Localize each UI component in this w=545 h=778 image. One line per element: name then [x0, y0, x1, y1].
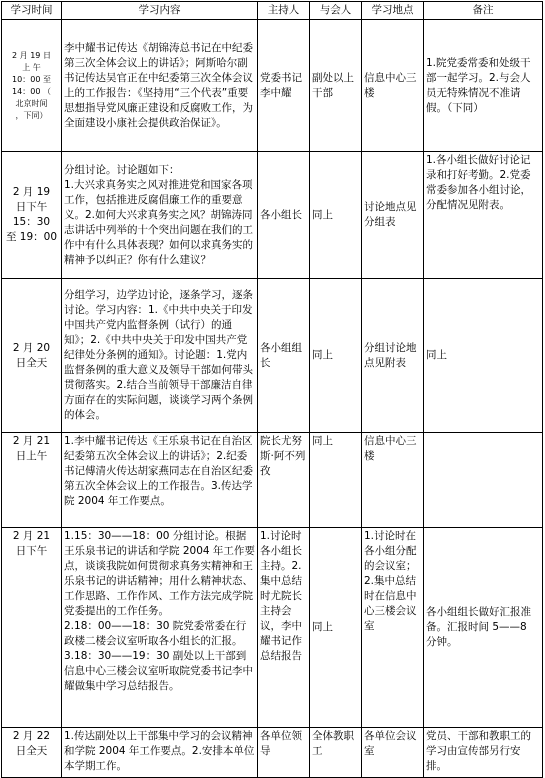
table-row	[2, 20, 543, 152]
table-row	[2, 528, 543, 728]
date-line: 日下午	[15, 545, 48, 557]
row-host: 各小组长	[258, 152, 310, 279]
notes-line: 同上	[426, 349, 447, 361]
row-attendees: 全体教职工	[310, 728, 362, 778]
date-line: 14：00 （	[12, 86, 51, 96]
row-notes	[424, 20, 543, 152]
date-line: 日上午	[15, 450, 48, 462]
row-host: 各小组组长	[258, 279, 310, 433]
header-content: 学习内容	[62, 2, 258, 20]
header-location: 学习地点	[362, 2, 424, 20]
date-line: 2 月 21	[12, 435, 51, 447]
row-attendees: 同上	[310, 279, 362, 433]
date-line: 日全天	[15, 356, 48, 369]
date-line: 日全天	[15, 745, 48, 757]
row-date	[2, 152, 62, 279]
content-line: 1.李中耀书记传达《王乐泉书记在自治区纪委第五次全体会议上的讲话》；2.纪委书记傅清火传达胡家燕同志在自治区纪委第五次全体会议上的工作报告。3.传达学院 2004 年工作要点。	[64, 435, 253, 507]
row-content	[62, 728, 258, 778]
row-content	[62, 152, 258, 279]
row-location: 信息中心三楼	[362, 433, 424, 528]
row-content	[62, 20, 258, 152]
row-attendees: 副处以上干部	[310, 20, 362, 152]
row-date	[2, 528, 62, 728]
content-line: 3.18：30——19：30 副处以上干部到信息中心三楼会议室听取院党委书记李中耀做集中学习总结报告。	[64, 650, 253, 692]
content-line: 1.15：30——18：00 分组讨论。根据王乐泉书记的讲话和学院 2004 年工作要点，谈谈我院如何贯彻求真务实精神和王乐泉书记的讲话精神；用什么精神状态、工作思路、工作作风、工作方法完成学院党委提出的工作任务。	[64, 530, 255, 617]
row-attendees: 同上	[310, 152, 362, 279]
notes-line: 1.院党委常委和处级干部一起学习。2.与会人员无特殊情况不准请假。（下同）	[426, 56, 531, 114]
row-location: 讨论地点见分组表	[362, 152, 424, 279]
date-line: ，下同）	[15, 110, 48, 120]
row-attendees: 同上	[310, 528, 362, 728]
date-line: 2 月 19	[12, 186, 51, 198]
row-host: 院长尤努斯·阿不列孜	[258, 433, 310, 528]
row-content	[62, 433, 258, 528]
header-host: 主持人	[258, 2, 310, 20]
content-line: 分组讨论。讨论题如下：	[64, 163, 180, 176]
row-notes	[424, 728, 543, 778]
row-date	[2, 433, 62, 528]
row-date	[2, 728, 62, 778]
header-time: 学习时间	[2, 2, 62, 20]
row-content	[62, 279, 258, 433]
table-row	[2, 728, 543, 778]
row-location: 1.讨论时在各小组分配的会议室；2.集中总结时在信息中心三楼会议室	[362, 528, 424, 728]
date-line: 10：00 至	[12, 74, 51, 84]
date-line: 2 月 19 日	[12, 50, 51, 60]
row-notes	[424, 433, 543, 528]
table-header-row	[2, 2, 543, 20]
date-line: 日下午	[15, 201, 48, 213]
content-line: 李中耀书记传达《胡锦涛总书记在中纪委第三次全体会议上的讲话》；阿斯哈尔副书记传达吴官正在中纪委第三次全体会议上的工作报告：《坚持用“三个代表”重要思想指导党风廉正建设和反腐败工作，为全面建设小康社会提供政治保证》。	[64, 41, 253, 129]
date-line: 上 午	[22, 62, 41, 72]
row-notes	[424, 279, 543, 433]
row-date	[2, 279, 62, 433]
content-line: 1.传达副处以上干部集中学习的会议精神和学院 2004 年工作要点。2.安排本单位本学期工作。	[64, 730, 255, 772]
date-line: 2 月 21	[12, 530, 51, 542]
row-location: 分组讨论地点见附表	[362, 279, 424, 433]
row-attendees: 同上	[310, 433, 362, 528]
date-line: 15：30	[12, 216, 51, 228]
header-attendees: 与会人	[310, 2, 362, 20]
row-host: 党委书记李中耀	[258, 20, 310, 152]
row-notes	[424, 152, 543, 279]
study-schedule-table	[1, 1, 543, 778]
row-host: 1.讨论时各小组长主持。2.集中总结时尤院长主持会议，李中耀书记作总结报告	[258, 528, 310, 728]
row-notes	[424, 528, 543, 728]
table-row	[2, 433, 543, 528]
notes-line: 1.各小组长做好讨论记录和打好考勤。2.党委常委参加各小组讨论，分配情况见附表。	[426, 154, 531, 211]
row-host: 各单位领导	[258, 728, 310, 778]
date-line: 北京时间	[15, 98, 48, 108]
row-date	[2, 20, 62, 152]
content-line: 分组学习，边学边讨论，逐条学习，逐条讨论。学习内容：1.《中共中央关于印发中国共产党内监督条例（试行）的通知》；2.《中共中央关于印发中国共产党纪律处分条例的通知》。讨论题：1.党内监督条例的重大意义及领导干部如何带头贯彻落实。2.结合当前领导干部廉洁自律方面存在的实际问题，谈谈学习两个条例的体会。	[64, 289, 253, 421]
table-row	[2, 152, 543, 279]
row-location: 信息中心三楼	[362, 20, 424, 152]
content-line: 1.大兴求真务实之风对推进党和国家各项工作，包括推进反腐倡廉工作的重要意义。2.如何大兴求真务实之风？胡锦涛同志讲话中列举的十个突出问题在我们的工作中有什么具体表现？如何以求真务实的精神予以纠正？你有什么建议？	[64, 178, 253, 266]
content-line: 2.18：00——18：30 院党委常委在行政楼二楼会议室听取各小组长的汇报。	[64, 620, 247, 647]
notes-line: 各小组组长做好汇报准备。汇报时间 5——8 分钟。	[426, 606, 531, 648]
date-line: 2 月 22	[12, 730, 51, 742]
date-line: 至 19：00	[5, 231, 58, 243]
header-notes: 备注	[424, 2, 543, 20]
row-location: 各单位会议室	[362, 728, 424, 778]
notes-line: 党员、干部和教职工的学习由宣传部另行安排。	[426, 730, 531, 772]
table-row	[2, 279, 543, 433]
date-line: 2 月 20	[12, 341, 51, 354]
row-content	[62, 528, 258, 728]
